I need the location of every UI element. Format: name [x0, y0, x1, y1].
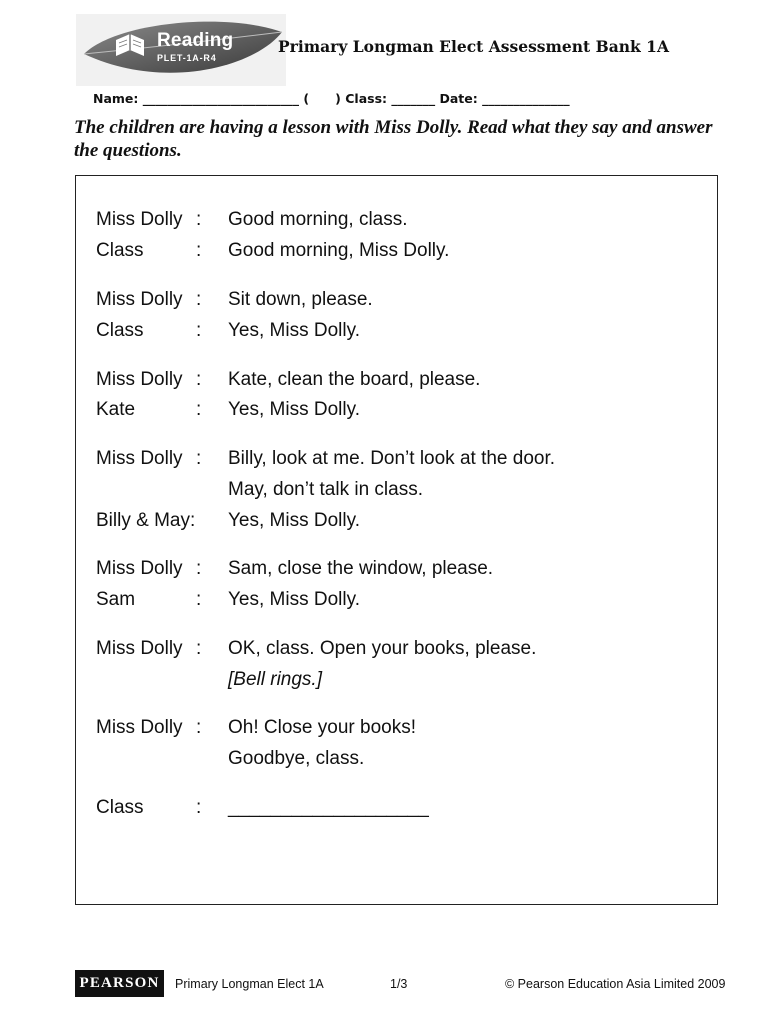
footer-book-title: Primary Longman Elect 1A	[175, 977, 324, 991]
dialogue-colon: :	[196, 558, 202, 579]
dialogue-colon: :	[196, 289, 202, 310]
dialogue-colon: :	[196, 797, 202, 818]
dialogue-line: Oh! Close your books!	[228, 717, 416, 738]
dialogue-speaker: Class	[96, 240, 144, 261]
dialogue-colon: :	[196, 320, 202, 341]
dialogue-colon: :	[196, 369, 202, 390]
dialogue-speaker: Miss Dolly	[96, 638, 183, 659]
dialogue-line: Goodbye, class.	[228, 748, 365, 769]
dialogue-speaker: Class	[96, 797, 144, 818]
dialogue-line: Sam, close the window, please.	[228, 558, 494, 579]
dialogue-line: Yes, Miss Dolly.	[228, 320, 360, 341]
dialogue-colon: :	[196, 717, 202, 738]
badge-title: Reading	[157, 30, 234, 51]
footer-page-number: 1/3	[390, 977, 408, 991]
dialogue-line: Yes, Miss Dolly.	[228, 510, 360, 531]
dialogue-line: Yes, Miss Dolly.	[228, 589, 360, 610]
badge-code: PLET-1A-R4	[157, 53, 217, 63]
dialogue-line: Good morning, class.	[228, 209, 408, 230]
instruction-text: The children are having a lesson with Miss Dolly. Read what they say and answer the questions.	[74, 117, 713, 161]
dialogue-colon: :	[196, 209, 202, 230]
dialogue-speaker: Miss Dolly	[96, 717, 183, 738]
dialogue-colon: :	[196, 638, 202, 659]
dialogue-speaker: Miss Dolly	[96, 448, 183, 469]
dialogue-line: Good morning, Miss Dolly.	[228, 240, 450, 261]
dialogue-speaker: Miss Dolly	[96, 209, 183, 230]
dialogue-colon: :	[196, 240, 202, 261]
dialogue-line: May, don’t talk in class.	[228, 479, 424, 500]
dialogue-speaker: Kate	[96, 399, 136, 420]
dialogue-speaker: Miss Dolly	[96, 558, 183, 579]
dialogue-colon: :	[196, 589, 202, 610]
dialogue-speaker: Class	[96, 320, 144, 341]
name-class-date-line: Name: _________________________ ( ) Class: _______ Date: ______________	[93, 91, 570, 106]
page-title: Primary Longman Elect Assessment Bank 1A	[278, 37, 669, 56]
dialogue-line: Billy, look at me. Don’t look at the door.	[228, 448, 556, 469]
dialogue-line: Sit down, please.	[228, 289, 373, 310]
dialogue-line: Kate, clean the board, please.	[228, 369, 481, 390]
dialogue-line: OK, class. Open your books, please.	[228, 638, 537, 659]
dialogue-colon: :	[196, 399, 202, 420]
answer-blank[interactable]: ___________________	[228, 797, 429, 818]
dialogue-speaker: Billy & May:	[96, 510, 196, 531]
dialogue-speaker: Miss Dolly	[96, 289, 183, 310]
pearson-logo: PEARSON	[75, 970, 164, 997]
dialogue-colon: :	[196, 448, 202, 469]
dialogue-line: Yes, Miss Dolly.	[228, 399, 360, 420]
dialogue-box	[75, 175, 718, 905]
footer-copyright: © Pearson Education Asia Limited 2009	[505, 977, 726, 991]
dialogue-speaker: Sam	[96, 589, 136, 610]
dialogue-speaker: Miss Dolly	[96, 369, 183, 390]
stage-direction: [Bell rings.]	[228, 669, 322, 690]
